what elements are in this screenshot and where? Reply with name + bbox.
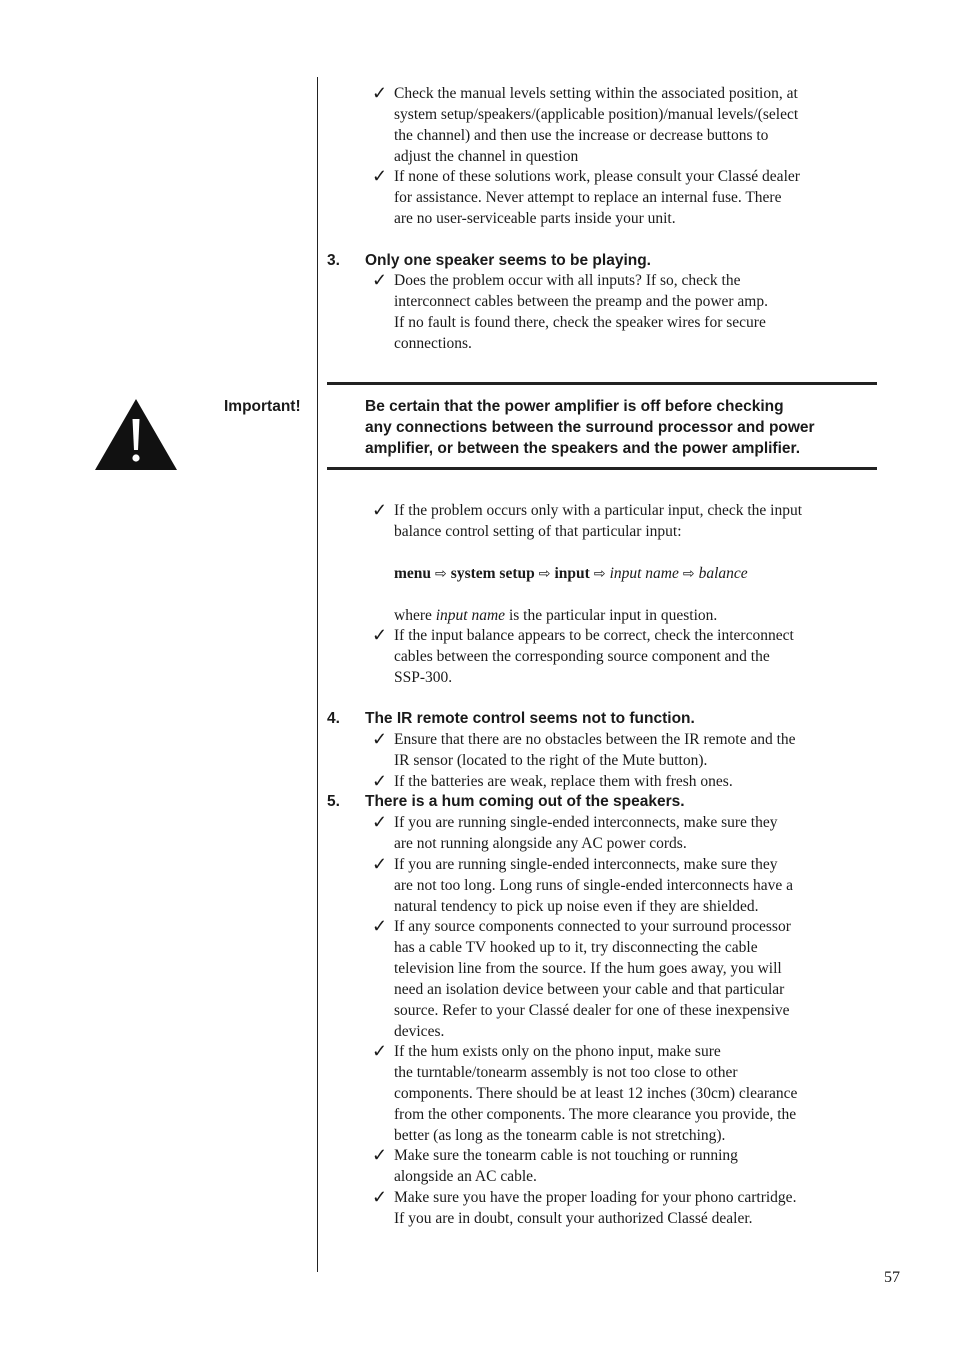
list-item-line: If the problem occurs only with a particular input, check the input — [394, 502, 803, 519]
arrow-right-icon: ⇨ — [593, 566, 606, 582]
check-icon: ✓ — [372, 500, 388, 520]
list-item-line: components. There should be at least 12 inches (30cm) clearance — [394, 1085, 798, 1102]
arrow-right-icon: ⇨ — [682, 566, 695, 582]
list-item-line: are not running alongside any AC power cords. — [394, 835, 687, 852]
check-icon: ✓ — [372, 854, 388, 874]
list-item-line: cables between the corresponding source component and the — [394, 648, 770, 665]
list-item-line: If none of these solutions work, please consult your Classé dealer — [394, 168, 800, 185]
list-item-line: SSP-300. — [394, 669, 453, 686]
check-icon: ✓ — [372, 625, 388, 645]
menu-path — [394, 563, 748, 585]
list-item-line: for assistance. Never attempt to replace an internal fuse. There — [394, 189, 782, 206]
list-item-line: If the batteries are weak, replace them with fresh ones. — [394, 773, 733, 790]
list-item-line: the turntable/tonearm assembly is not too close to other — [394, 1064, 738, 1081]
list-item-line: adjust the channel in question — [394, 148, 579, 165]
list-item-line: has a cable TV hooked up to it, try disconnecting the cable — [394, 939, 758, 956]
list-item-line: balance control setting of that particular input: — [394, 523, 682, 540]
list-item-line: Make sure the tonearm cable is not touching or running — [394, 1147, 738, 1164]
list-item-line: If the hum exists only on the phono input, make sure — [394, 1043, 721, 1060]
list-item-line: the channel) and then use the increase or decrease buttons to — [394, 127, 769, 144]
list-item-line: better (as long as the tonearm cable is not stretching). — [394, 1127, 726, 1144]
check-icon: ✓ — [372, 729, 388, 749]
where-note: where input name is the particular input in question. — [394, 607, 718, 624]
arrow-right-icon: ⇨ — [538, 566, 551, 582]
check-icon: ✓ — [372, 166, 388, 186]
section-number: 5. — [327, 793, 340, 810]
check-icon: ✓ — [372, 1145, 388, 1165]
list-item-line: Check the manual levels setting within the associated position, at — [394, 85, 798, 102]
list-item-line: alongside an AC cable. — [394, 1168, 537, 1185]
list-item-line: Does the problem occur with all inputs? If so, check the — [394, 272, 741, 289]
list-item-line: system setup/speakers/(applicable position)/manual levels/(select — [394, 106, 799, 123]
list-item-line: Ensure that there are no obstacles between the IR remote and the — [394, 731, 796, 748]
menu-path-input-name: input name — [609, 565, 679, 582]
list-item-line: from the other components. The more clearance you provide, the — [394, 1106, 797, 1123]
section-heading: Only one speaker seems to be playing. — [365, 252, 651, 269]
notice-top-rule — [327, 382, 877, 385]
list-item-line: devices. — [394, 1023, 445, 1040]
menu-path-input: input — [554, 565, 590, 582]
section-heading: There is a hum coming out of the speakers. — [365, 793, 685, 810]
menu-path-system-setup: system setup — [450, 565, 535, 582]
list-item-line: television line from the source. If the hum goes away, you will — [394, 960, 782, 977]
important-text-line: Be certain that the power amplifier is off before checking — [365, 398, 784, 415]
important-text-line: amplifier, or between the speakers and the power amplifier. — [365, 440, 800, 457]
warning-icon — [95, 399, 177, 470]
list-item-line: If no fault is found there, check the speaker wires for secure — [394, 314, 766, 331]
list-item-line: If you are in doubt, consult your authorized Classé dealer. — [394, 1210, 753, 1227]
check-icon: ✓ — [372, 916, 388, 936]
important-text-line: any connections between the surround processor and power — [365, 419, 815, 436]
list-item-line: need an isolation device between your cable and that particular — [394, 981, 785, 998]
list-item-line: If any source components connected to your surround processor — [394, 918, 791, 935]
list-item-line: interconnect cables between the preamp and the power amp. — [394, 293, 768, 310]
list-item-line: are not too long. Long runs of single-ended interconnects have a — [394, 877, 794, 894]
menu-path-balance: balance — [698, 565, 748, 582]
important-label: Important! — [224, 398, 301, 415]
section-number: 4. — [327, 710, 340, 727]
list-item-line: If you are running single-ended interconnects, make sure they — [394, 856, 778, 873]
list-item-line: source. Refer to your Classé dealer for one of these inexpensive — [394, 1002, 790, 1019]
margin-divider — [317, 77, 318, 1272]
list-item-line: connections. — [394, 335, 472, 352]
section-heading: The IR remote control seems not to function. — [365, 710, 695, 727]
menu-path-menu: menu — [394, 565, 432, 582]
list-item-line: IR sensor (located to the right of the Mute button). — [394, 752, 708, 769]
check-icon: ✓ — [372, 771, 388, 791]
list-item-line: natural tendency to pick up noise even if they are shielded. — [394, 898, 759, 915]
check-icon: ✓ — [372, 812, 388, 832]
check-icon: ✓ — [372, 1187, 388, 1207]
check-icon: ✓ — [372, 270, 388, 290]
list-item-line: Make sure you have the proper loading for your phono cartridge. — [394, 1189, 797, 1206]
notice-bottom-rule — [327, 467, 877, 470]
list-item-line: are no user-serviceable parts inside your unit. — [394, 210, 676, 227]
section-number: 3. — [327, 252, 340, 269]
list-item-line: If the input balance appears to be correct, check the interconnect — [394, 627, 794, 644]
list-item-line: If you are running single-ended interconnects, make sure they — [394, 814, 778, 831]
check-icon: ✓ — [372, 83, 388, 103]
page-number: 57 — [884, 1269, 900, 1286]
arrow-right-icon: ⇨ — [435, 566, 447, 582]
check-icon: ✓ — [372, 1041, 388, 1061]
